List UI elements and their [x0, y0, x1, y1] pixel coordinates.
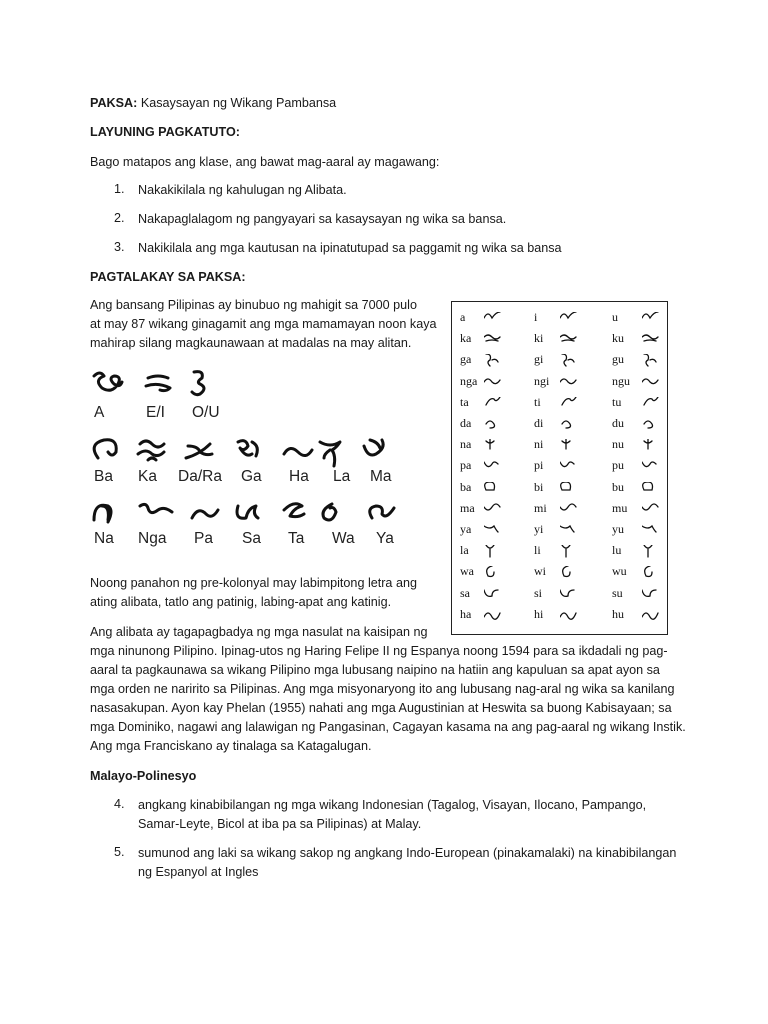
- baybayin-label: Da/Ra: [178, 468, 222, 485]
- baybayin-glyph-icon: [642, 354, 660, 368]
- baybayin-label: Sa: [242, 530, 261, 547]
- baybayin-glyph-icon: [560, 524, 578, 538]
- objective-text: Nakikilala ang mga kautusan na ipinatutupad sa paggamit ng wika sa bansa: [138, 241, 562, 255]
- baybayin-label: La: [333, 468, 351, 485]
- baybayin-glyph-icon: [484, 566, 502, 580]
- list-line: angkang kinabibilangan ng mga wikang Indonesian (Tagalog, Visayan, Ilocano, Pampango,: [138, 798, 647, 812]
- baybayin-glyph-icon: [642, 397, 660, 411]
- paragraph-line: nasasakupan. Ayon kay Phelan (1955) nahati ang mga Augustinian at Heswita sa buong Kabisayaan; sa: [90, 701, 672, 715]
- baybayin-glyph-icon: [560, 333, 578, 347]
- paragraph-line: mga Dominiko, nagawi ang lalawigan ng Pangasinan, Cagayan kasama na ang pag-aaral ng wikang Instik.: [90, 720, 686, 734]
- table-cell: u: [612, 310, 618, 324]
- baybayin-glyph-icon: [560, 482, 578, 496]
- baybayin-glyph-icon: [560, 439, 578, 453]
- table-cell: pu: [612, 458, 624, 473]
- glyph-ou: [192, 372, 204, 395]
- table-cell: lu: [612, 543, 622, 558]
- baybayin-glyph-icon: [642, 609, 660, 623]
- baybayin-glyph-icon: [560, 354, 578, 368]
- table-cell: hu: [612, 606, 624, 621]
- intro-text: Bago matapos ang klase, ang bawat mag-aaral ay magawang:: [90, 155, 440, 169]
- table-cell: na: [460, 437, 472, 452]
- baybayin-label: Na: [94, 530, 114, 547]
- baybayin-glyph-icon: [484, 333, 502, 347]
- table-cell: ni: [534, 437, 544, 452]
- baybayin-glyph-icon: [484, 588, 502, 602]
- pagtalakay-heading: PAGTALAKAY SA PAKSA:: [90, 270, 246, 284]
- paragraph-line: ating alibata, tatlo ang patinig, labing-apat ang katinig.: [90, 595, 392, 609]
- list-number: 5.: [114, 845, 125, 859]
- table-cell: di: [534, 416, 544, 430]
- table-cell: ki: [534, 331, 544, 346]
- table-cell: bi: [534, 479, 544, 494]
- glyph-ya: [370, 506, 394, 518]
- table-cell: ngu: [612, 373, 630, 388]
- list-number: 4.: [114, 797, 125, 811]
- table-cell: si: [534, 585, 543, 600]
- paragraph-line: mga ninunong Pilipino. Ipinag-utos ng Haring Felipe II ng Espanya noong 1594 para sa ikdadali ng pag-: [90, 644, 668, 658]
- paragraph-line: mahirap silang magkaunawaan at madalas na may alitan.: [90, 336, 412, 350]
- paragraph-line: Noong panahon ng pre-kolonyal may labimpitong letra ang: [90, 576, 417, 590]
- baybayin-glyph-icon: [484, 460, 502, 474]
- baybayin-glyph-icon: [642, 439, 660, 453]
- baybayin-label: Ma: [370, 468, 392, 485]
- baybayin-glyph-icon: [484, 524, 502, 538]
- baybayin-glyph-icon: [560, 376, 578, 390]
- baybayin-glyph-icon: [484, 418, 502, 432]
- list-line: Samar-Leyte, Bicol at iba pa sa Pilipinas) at Malay.: [138, 817, 422, 831]
- baybayin-glyph-icon: [642, 482, 660, 496]
- table-cell: su: [612, 585, 623, 600]
- paragraph-line: Ang mga Franciskano ay tinalaga sa Katagalugan.: [90, 739, 372, 753]
- glyph-ma: [364, 440, 383, 455]
- baybayin-glyph-icon: [560, 397, 578, 411]
- baybayin-glyph-icon: [642, 566, 660, 580]
- glyph-dara: [186, 444, 212, 458]
- table-cell: mu: [612, 500, 628, 515]
- baybayin-glyph-icon: [642, 503, 660, 517]
- glyph-a: [94, 373, 122, 390]
- baybayin-glyph-icon: [560, 609, 578, 623]
- baybayin-glyph-icon: [484, 439, 502, 453]
- table-cell: ti: [534, 394, 541, 409]
- table-cell: ya: [460, 522, 472, 536]
- baybayin-glyph-icon: [560, 503, 578, 517]
- table-cell: ga: [460, 352, 472, 367]
- baybayin-label: Ta: [288, 530, 305, 547]
- glyph-na: [94, 505, 111, 522]
- table-cell: a: [460, 310, 466, 324]
- objective-number: 2.: [114, 211, 125, 225]
- table-cell: sa: [460, 585, 470, 600]
- baybayin-chart: [88, 368, 418, 558]
- baybayin-glyph-icon: [484, 354, 502, 368]
- table-cell: ka: [460, 331, 472, 346]
- baybayin-glyph-icon: [642, 418, 660, 432]
- paksa-text: Kasaysayan ng Wikang Pambansa: [137, 96, 337, 110]
- glyph-ga: [238, 441, 257, 456]
- table-cell: li: [534, 543, 541, 558]
- list-line: sumunod ang laki sa wikang sakop ng angkang Indo-European (pinakamalaki) na kinabibilangan: [138, 846, 677, 860]
- baybayin-label: Ha: [289, 468, 309, 485]
- table-cell: ku: [612, 331, 624, 346]
- baybayin-glyph-icon: [642, 376, 660, 390]
- paksa-label: PAKSA:: [90, 96, 138, 110]
- table-cell: yu: [612, 522, 624, 536]
- baybayin-label: Ya: [376, 530, 394, 547]
- table-cell: wa: [460, 564, 474, 579]
- glyph-la: [320, 442, 340, 466]
- table-cell: ngi: [534, 373, 550, 388]
- baybayin-glyph-icon: [560, 418, 578, 432]
- glyph-ta: [284, 504, 304, 517]
- objective-number: 3.: [114, 240, 125, 254]
- baybayin-glyph-icon: [642, 312, 660, 326]
- baybayin-label: Ga: [241, 468, 262, 485]
- paksa-line: [90, 94, 336, 113]
- baybayin-glyph-icon: [484, 482, 502, 496]
- table-cell: gi: [534, 352, 544, 367]
- table-cell: wi: [534, 564, 546, 579]
- table-cell: du: [612, 416, 624, 430]
- paragraph-line: Ang bansang Pilipinas ay binubuo ng mahigit sa 7000 pulo: [90, 298, 417, 312]
- table-cell: mi: [534, 500, 547, 515]
- baybayin-label: Ba: [94, 468, 113, 485]
- table-cell: yi: [534, 522, 544, 536]
- table-cell: pa: [460, 458, 472, 473]
- table-cell: ha: [460, 606, 472, 621]
- baybayin-glyph-icon: [484, 609, 502, 623]
- baybayin-glyph-icon: [642, 460, 660, 474]
- table-cell: tu: [612, 394, 622, 409]
- baybayin-glyph-icon: [642, 545, 660, 559]
- baybayin-label: Pa: [194, 530, 213, 547]
- glyph-sa: [237, 506, 258, 518]
- baybayin-label: Wa: [332, 530, 355, 547]
- list-line: ng Espanyol at Ingles: [138, 865, 259, 879]
- objective-text: Nakapaglalagom ng pangyayari sa kasaysayan ng wika sa bansa.: [138, 212, 507, 226]
- glyph-pa: [192, 510, 218, 518]
- baybayin-glyph-icon: [484, 376, 502, 390]
- glyph-ka: [138, 441, 164, 460]
- objective-number: 1.: [114, 182, 125, 196]
- paragraph-line: at may 87 wikang ginagamit ang mga mamamayan noon kaya: [90, 317, 437, 331]
- table-cell: da: [460, 416, 472, 430]
- syllable-table: [451, 301, 668, 635]
- table-cell: la: [460, 543, 469, 558]
- paragraph-line: mga orden ne naririto sa Pilipinas. Ang mga misyonaryong ito ang lubusang nag-aral ng wika sa kanilang: [90, 682, 675, 696]
- paragraph-line: aaral ta pagkaunawa sa wikang Pilipino mga lubusang naipino na hatiin ang kapuluan sa apat ayon sa: [90, 663, 660, 677]
- table-cell: i: [534, 310, 538, 324]
- baybayin-glyph-icon: [560, 566, 578, 580]
- baybayin-glyph-icon: [642, 588, 660, 602]
- table-cell: ba: [460, 479, 472, 494]
- objective-text: Nakakikilala ng kahulugan ng Alibata.: [138, 183, 347, 197]
- baybayin-glyph-icon: [642, 524, 660, 538]
- baybayin-label: Nga: [138, 530, 167, 547]
- baybayin-label: A: [94, 404, 105, 421]
- baybayin-glyph-icon: [560, 545, 578, 559]
- baybayin-label: E/I: [146, 404, 165, 421]
- glyph-wa: [323, 504, 336, 520]
- table-cell: ma: [460, 500, 475, 515]
- baybayin-glyph-icon: [560, 588, 578, 602]
- layunin-heading: LAYUNING PAGKATUTO:: [90, 125, 240, 139]
- baybayin-glyph-icon: [484, 545, 502, 559]
- baybayin-glyph-icon: [560, 312, 578, 326]
- table-cell: wu: [612, 564, 627, 579]
- table-cell: hi: [534, 606, 544, 621]
- table-cell: ta: [460, 394, 469, 409]
- table-cell: bu: [612, 479, 624, 494]
- table-cell: gu: [612, 352, 624, 367]
- malayo-heading: Malayo-Polinesyo: [90, 769, 197, 783]
- glyph-ha: [284, 448, 312, 455]
- glyph-ba: [94, 440, 116, 458]
- baybayin-glyph-icon: [484, 397, 502, 411]
- baybayin-label: O/U: [192, 404, 220, 421]
- paragraph-line: Ang alibata ay tagapagbadya ng mga nasulat na kaisipan ng: [90, 625, 428, 639]
- glyph-ei: [146, 376, 170, 391]
- baybayin-glyph-icon: [484, 503, 502, 517]
- baybayin-label: Ka: [138, 468, 157, 485]
- table-cell: pi: [534, 458, 544, 473]
- baybayin-glyph-icon: [484, 312, 502, 326]
- glyph-nga: [140, 504, 172, 512]
- baybayin-glyph-icon: [642, 333, 660, 347]
- table-cell: nga: [460, 373, 478, 388]
- table-cell: nu: [612, 437, 624, 452]
- baybayin-glyph-icon: [560, 460, 578, 474]
